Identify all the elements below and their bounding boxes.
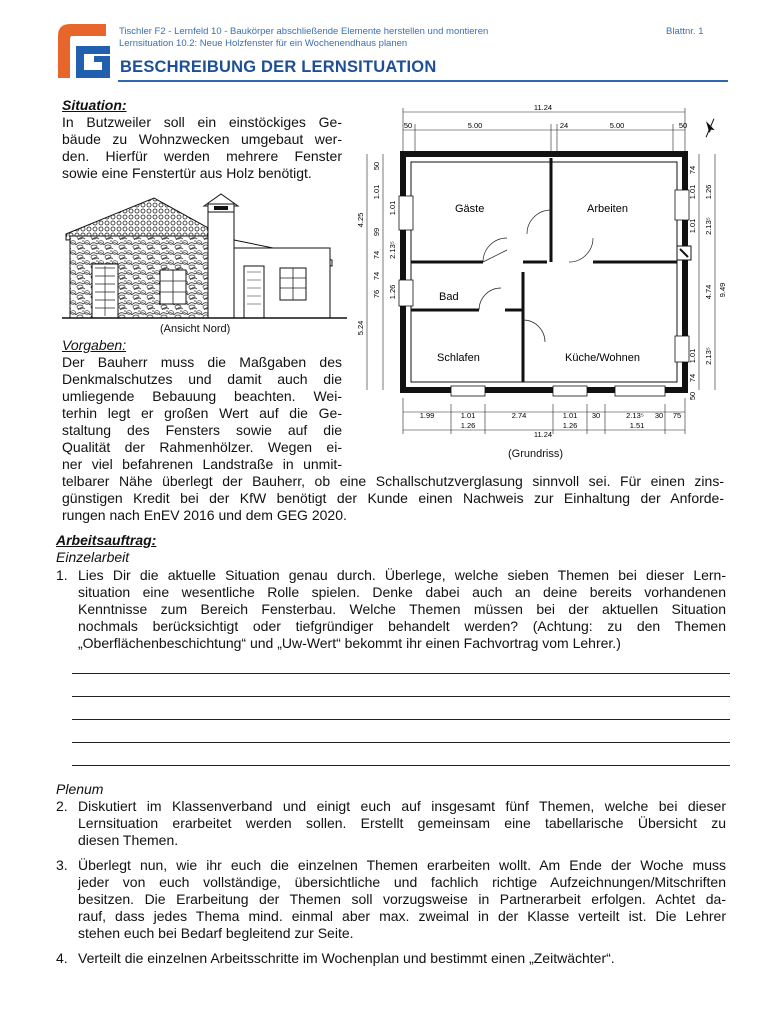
svg-text:5.00: 5.00 bbox=[467, 121, 483, 130]
answer-line[interactable] bbox=[72, 719, 730, 720]
room-arbeiten: Arbeiten bbox=[587, 203, 628, 215]
svg-text:74: 74 bbox=[372, 271, 381, 281]
elevation-caption: (Ansicht Nord) bbox=[160, 323, 231, 335]
situation-heading: Situation: bbox=[62, 97, 127, 113]
task-item-2: 2. Diskutiert im Klassenverband und einigt euch auf insgesamt fünf Themen, welche bei dieser Lernsituation erarbeitet werden sollen. Erstellt gemeinsam eine tabellarische Übersicht zu diesen Themen. bbox=[56, 798, 726, 848]
svg-text:24: 24 bbox=[559, 121, 569, 130]
task-heading: Arbeitsauftrag: bbox=[56, 532, 157, 548]
page-title: BESCHREIBUNG DER LERNSITUATION bbox=[120, 58, 437, 76]
svg-text:1.01: 1.01 bbox=[688, 348, 697, 364]
svg-text:50: 50 bbox=[403, 121, 413, 130]
plan-caption: (Grundriss) bbox=[508, 448, 564, 460]
task-item-4: 4. Verteilt die einzelnen Arbeitsschritte im Wochenplan und bestimmt einen „Zeitwächter“. bbox=[56, 950, 615, 966]
svg-text:2.13⁵: 2.13⁵ bbox=[704, 347, 713, 365]
header-sheet-number: Blattnr. 1 bbox=[666, 26, 704, 37]
einzelarbeit-label: Einzelarbeit bbox=[56, 549, 130, 565]
svg-text:50: 50 bbox=[372, 161, 381, 171]
header-course-line: Tischler F2 - Lernfeld 10 - Baukörper abschließende Elemente herstellen und montieren bbox=[119, 26, 489, 37]
svg-text:1.51: 1.51 bbox=[629, 421, 645, 430]
svg-text:1.01: 1.01 bbox=[372, 184, 381, 200]
svg-text:74: 74 bbox=[688, 165, 697, 175]
svg-text:75: 75 bbox=[672, 411, 682, 420]
house-elevation-drawing bbox=[62, 190, 347, 322]
header-situation-line: Lernsituation 10.2: Neue Holzfenster für ein Wochenendhaus planen bbox=[119, 38, 408, 49]
svg-text:74: 74 bbox=[688, 373, 697, 383]
svg-text:4.25: 4.25 bbox=[356, 212, 365, 228]
svg-text:1.26: 1.26 bbox=[388, 284, 397, 300]
vorgaben-text: Der Bauherr muss die Maßgaben des Denkmalschutzes und damit auch die umliegende Bebauung beachten. Wei- terhin legt er großen Wert auf die Ge- staltung des Fensters sowie auf die Qualität der Rahmenhölzer. Wegen ei- ner viel befahrenen Landstraße in unmit- bbox=[62, 354, 342, 472]
svg-text:4.74: 4.74 bbox=[704, 284, 713, 300]
svg-text:50: 50 bbox=[688, 391, 697, 401]
svg-text:2.74: 2.74 bbox=[511, 411, 527, 420]
svg-text:50: 50 bbox=[678, 121, 688, 130]
answer-line[interactable] bbox=[72, 673, 730, 674]
answer-line[interactable] bbox=[72, 742, 730, 743]
svg-text:1.26: 1.26 bbox=[704, 184, 713, 200]
svg-text:1.01: 1.01 bbox=[688, 184, 697, 200]
room-kueche-wohnen: Küche/Wohnen bbox=[565, 352, 641, 364]
svg-text:1.26: 1.26 bbox=[562, 421, 578, 430]
svg-text:5.24: 5.24 bbox=[356, 320, 365, 336]
svg-text:76: 76 bbox=[372, 289, 381, 299]
plan-dim-bottom-total: 11.24 bbox=[533, 430, 553, 439]
svg-text:9.49: 9.49 bbox=[718, 282, 727, 298]
answer-line[interactable] bbox=[72, 696, 730, 697]
plan-dim-top-total: 11.24 bbox=[533, 103, 553, 112]
title-rule bbox=[118, 80, 728, 82]
svg-text:1.26: 1.26 bbox=[460, 421, 476, 430]
svg-text:30: 30 bbox=[591, 411, 601, 420]
svg-text:30: 30 bbox=[654, 411, 664, 420]
room-bad: Bad bbox=[439, 291, 459, 303]
svg-text:2.13⁵: 2.13⁵ bbox=[626, 411, 644, 420]
plenum-label: Plenum bbox=[56, 781, 104, 797]
svg-text:1.01: 1.01 bbox=[460, 411, 476, 420]
svg-text:2.13⁵: 2.13⁵ bbox=[388, 241, 397, 259]
svg-text:5.00: 5.00 bbox=[609, 121, 625, 130]
room-gaeste: Gäste bbox=[455, 203, 485, 215]
svg-text:G: G bbox=[54, 22, 55, 23]
room-schlafen: Schlafen bbox=[437, 352, 480, 364]
situation-text: In Butzweiler soll ein einstöckiges Ge- bäude zu Wohnzwecken umgebaut wer- den. Hierfür werden mehrere Fenster sowie eine Fenstertür aus Holz benötigt. bbox=[62, 114, 342, 181]
answer-line[interactable] bbox=[72, 765, 730, 766]
task-item-3: 3. Überlegt nun, wie ihr euch die einzelnen Themen erarbeiten wollt. Am Ende der Woche muss jeder von euch vollständige, übersichtliche und fachlich richtige Aufzeichnungen/Mitschriften besitzen. Die Erarbeitung der Themen soll vorzugsweise in Partnerarbeit erfolgen. Achtet da- rauf, dass jedes Thema mind. einmal aber max. zweimal in der Klasse verteilt ist. Die Lehrer stehen euch bei Bedarf begleitend zur Seite. bbox=[56, 857, 726, 941]
north-arrow-icon bbox=[699, 117, 720, 137]
svg-text:2.13⁵: 2.13⁵ bbox=[704, 217, 713, 235]
svg-text:1.01: 1.01 bbox=[688, 218, 697, 234]
svg-text:1.99: 1.99 bbox=[419, 411, 435, 420]
task-item-1: 1. Lies Dir die aktuelle Situation genau durch. Überlege, welche sieben Themen bei dieser Lern- situation eine wesentliche Rolle spielen. Denke dabei auch an deine bereits vorhandenen Kenntnisse zum Bereich Fensterbau. Welche Themen müssen bei der aktuellen Situation nochmals berücksichtigt oder tiefgründiger behandelt werden? (Achtung: zu den Themen „Oberflächenbeschichtung“ und „Uw-Wert“ bekommt ihr einen Fachvortrag vom Lehrer.) bbox=[56, 567, 726, 651]
vorgaben-text-full: telbarer Nähe überlegt der Bauherr, ob eine Schallschutzverglasung sinnvoll sei. Für einen zins- günstigen Kredit bei der KfW benötigt der Kunde einen Nachweis zur Einhaltung der Anforde- rungen nach EnEV 2016 und dem GEG 2020. bbox=[62, 473, 724, 523]
svg-text:1.01: 1.01 bbox=[388, 200, 397, 216]
svg-text:1.01: 1.01 bbox=[562, 411, 578, 420]
school-logo bbox=[54, 22, 114, 80]
floor-plan-drawing bbox=[355, 100, 733, 445]
vorgaben-heading: Vorgaben: bbox=[62, 337, 127, 353]
svg-text:74: 74 bbox=[372, 250, 381, 260]
svg-text:99: 99 bbox=[372, 227, 381, 237]
